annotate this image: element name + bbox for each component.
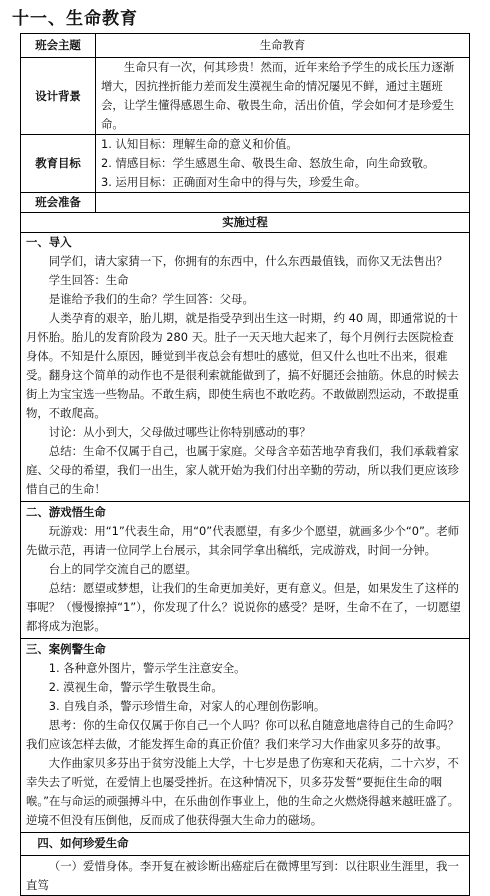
section-heading-cases: 三、案例警生命 (26, 642, 106, 656)
theme-value: 生命教育 (96, 34, 470, 58)
prep-label: 班会准备 (21, 193, 96, 213)
process-cell (21, 233, 470, 896)
paragraph: 思考：你的生命仅仅属于你自己一个人吗？你可以私自随意地虐待自己的生命吗？我们应该怎样去做，才能发挥生命的真正价值？我们来学习大作曲家贝多芬的故事。 (26, 718, 459, 751)
theme-row (21, 34, 470, 58)
section-divider (20, 501, 470, 502)
paragraph: 玩游戏：用“1”代表生命，用“0”代表愿望，有多少个愿望，就画多少个“0”。老师先做示范，再请一位同学上台展示，其余同学拿出稿纸，完成游戏，时间一分钟。 (26, 524, 460, 557)
background-row (21, 58, 470, 135)
goals-row (21, 135, 470, 193)
goals-cell (96, 135, 470, 193)
section-divider (20, 638, 470, 639)
paragraph: 是谁给予我们的生命？学生回答：父母。 (48, 292, 254, 306)
process-header: 实施过程 (21, 213, 470, 233)
section-heading-cherish: 四、如何珍爱生命 (37, 836, 129, 850)
paragraph: 讨论：从小到大，父母做过哪些让你特别感动的事？ (48, 425, 311, 439)
goal-item: 3. 运用目标：正确面对生命中的得与失，珍爱生命。 (101, 175, 367, 189)
paragraph: 3. 自残自杀，警示珍惜生命，对家人的心理创伤影响。 (48, 699, 326, 713)
paragraph: 总结：生命不仅属于自己，也属于家庭。父母含辛茹苦地孕育我们，我们承载着家庭、父母的希望，我们一出生，家人就开始为我们付出辛勤的劳动，所以我们更应该珍惜自己的生命！ (26, 444, 459, 496)
section-divider (20, 855, 470, 856)
paragraph: 1. 各种意外图片，警示学生注意安全。 (48, 661, 246, 675)
background-text: 生命只有一次，何其珍贵！然而，近年来给予学生的成长压力逐渐增大，因抗挫折能力差而发生漠视生命的情况屡见不鲜，通过主题班会，让学生懂得感恩生命、敬畏生命，活出价值，学会如何才是珍爱生命。 (96, 58, 470, 135)
process-row (21, 233, 470, 896)
lesson-plan-table (20, 33, 470, 896)
paragraph: （一）爱惜身体。李开复在被诊断出癌症后在微博里写到：以往职业生涯里，我一直笃 (26, 859, 459, 892)
goal-item: 2. 情感目标：学生感恩生命、敬畏生命、怒放生命，向生命致敬。 (101, 156, 435, 170)
background-label: 设计背景 (21, 58, 96, 135)
section-heading-game: 二、游戏悟生命 (26, 505, 106, 519)
process-header-row (21, 213, 470, 233)
goals-label: 教育目标 (21, 135, 96, 193)
section-heading-intro: 一、导入 (26, 235, 72, 249)
paragraph: 总结：愿望或梦想，让我们的生命更加美好，更有意义。但是，如果发生了这样的事呢？（慢慢擦掉“1”），你发现了什么？说说你的感受？是呀，生命不在了，一切愿望都将成为泡影。 (26, 581, 461, 633)
goal-item: 1. 认知目标：理解生命的意义和价值。 (101, 137, 298, 151)
section-divider (20, 832, 470, 833)
paragraph: 台上的同学交流自己的愿望。 (48, 562, 197, 576)
prep-row (21, 193, 470, 213)
paragraph: 2. 漠视生命，警示学生敬畏生命。 (48, 680, 223, 694)
prep-value (96, 193, 470, 213)
paragraph: 同学们，请大家猜一下，你拥有的东西中，什么东西最值钱，而你又无法售出？ (48, 254, 448, 268)
theme-label: 班会主题 (21, 34, 96, 58)
goals-list (101, 135, 464, 192)
paragraph: 大作曲家贝多芬出于贫穷没能上大学，十七岁是患了伤寒和天花病，二十六岁，不幸失去了听觉，在爱情上也屡受挫折。在这种情况下，贝多芬发誓“要扼住生命的咽喉。”在与命运的顽强搏斗中，在乐曲创作事业上，他的生命之火燃烧得越来越旺盛了。逆境不但没有压倒他，反而成了他获得强大生命力的磁场。 (26, 756, 460, 827)
paragraph: 学生回答：生命 (48, 273, 129, 287)
paragraph: 人类孕育的艰辛，胎儿期，就是指受孕到出生这一时期，约 40 周，即通常说的十月怀胎。胎儿的发育阶段为 280 天。肚子一天天地大起来了，每个月例行去医院检查身体。不知是什么原因，睡觉到半夜总会有想吐的感觉，但又什么也吐不出来，很难受。翻身这个简单的动作也不是很利索就能做到了，搞不好腿还会抽筋。休息的时候去街上为宝宝选一些物品。不敢生病，即使生病也不敢吃药。不敢做剧烈运动，不敢提重物，不敢爬高。 (26, 311, 459, 420)
page-title: 十一、生命教育 (12, 9, 138, 29)
